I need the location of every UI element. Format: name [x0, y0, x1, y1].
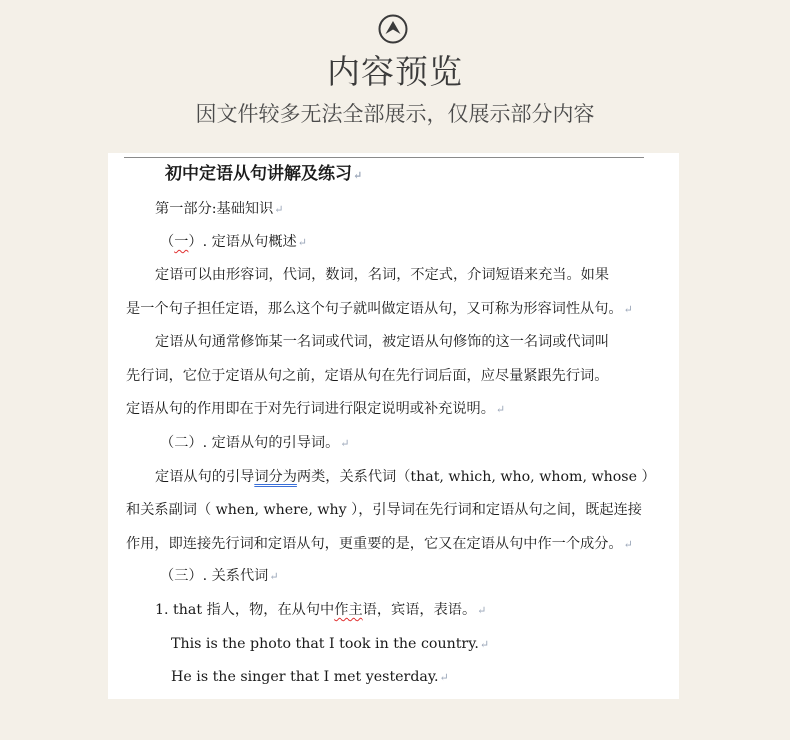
section-heading-1: （一）. 定语从句概述↵ — [160, 234, 307, 250]
document-preview — [108, 153, 679, 699]
paragraph-line: 定语从句的作用即在于对先行词进行限定说明或补充说明。↵ — [126, 401, 506, 417]
paragraph-line: 定语从句的引导词分为两类，关系代词（that, which, who, whom, whose ） — [155, 469, 656, 485]
example-sentence: He is the singer that I met yesterday.↵ — [171, 669, 449, 685]
paragraph-mark: ↵ — [353, 169, 363, 182]
paragraph-line: 定语可以由形容词，代词，数词，名词，不定式，介词短语来充当。如果 — [155, 267, 610, 283]
section-heading-3: （三）. 关系代词↵ — [160, 568, 279, 584]
paragraph-line: 定语从句通常修饰某一名词或代词，被定语从句修饰的这一名词或代词叫 — [155, 334, 610, 350]
example-sentence: This is the photo that I took in the country.↵ — [171, 636, 490, 652]
paragraph-line: 是一个句子担任定语，那么这个句子就叫做定语从句，又可称为形容词性从句。↵ — [126, 301, 633, 317]
header-rule — [124, 157, 644, 158]
part-heading: 第一部分:基础知识↵ — [155, 201, 284, 217]
paragraph-line: 作用，即连接先行词和定语从句，更重要的是，它又在定语从句中作一个成分。↵ — [126, 536, 633, 552]
page-subtitle: 因文件较多无法全部展示，仅展示部分内容 — [195, 102, 595, 126]
paragraph-line: 先行词，它位于定语从句之前，定语从句在先行词后面，应尽量紧跟先行词。 — [126, 368, 609, 384]
section-heading-2: （二）. 定语从句的引导词。↵ — [160, 435, 350, 451]
doc-title: 初中定语从句讲解及练习↵ — [165, 164, 363, 184]
list-item: 1. that 指人，物，在从句中作主语，宾语，表语。↵ — [155, 602, 487, 618]
chevron-up-circle-icon — [378, 14, 408, 44]
paragraph-line: 和关系副词（ when, where, why ），引导词在先行词和定语从句之间，既起连接 — [126, 502, 642, 518]
page-title: 内容预览 — [327, 52, 463, 91]
